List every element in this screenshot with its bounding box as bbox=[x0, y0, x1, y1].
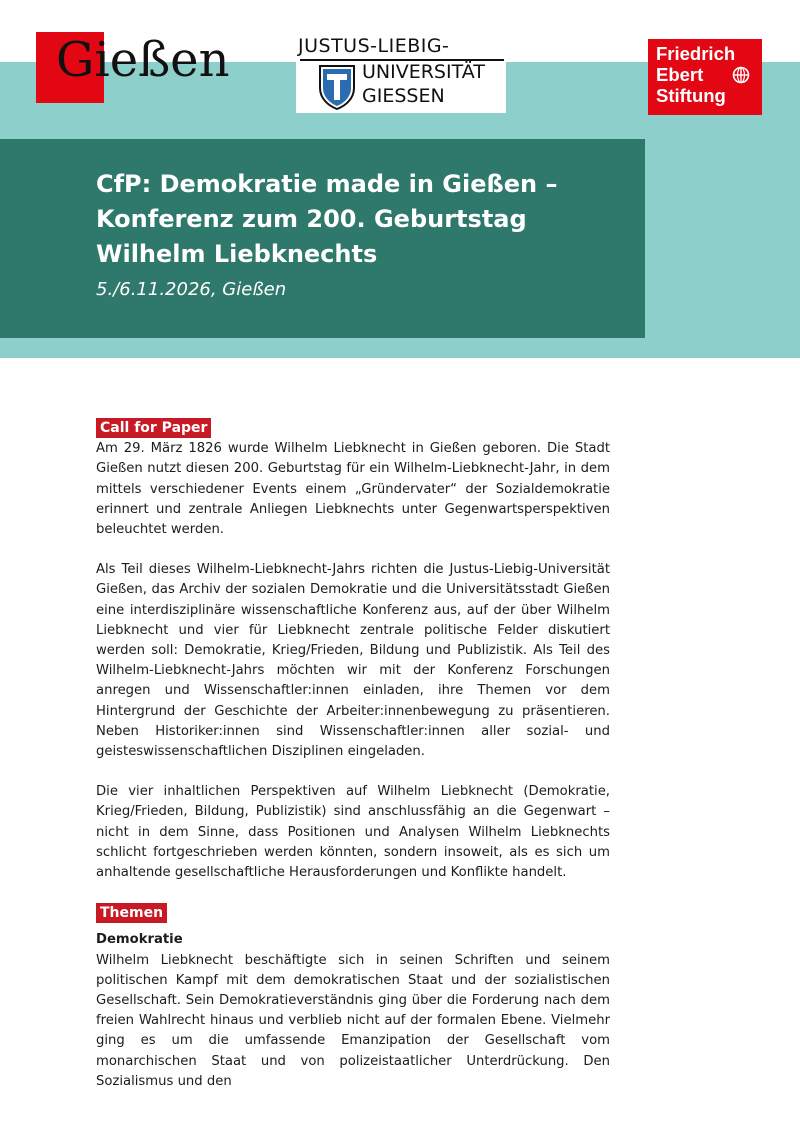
shield-icon bbox=[318, 64, 356, 110]
foundation-logo-line1: Friedrich bbox=[656, 43, 736, 64]
event-date-location: 5./6.11.2026, Gießen bbox=[96, 279, 287, 300]
cfp-label: Call for Paper bbox=[96, 418, 211, 438]
city-logo bbox=[36, 32, 246, 104]
foundation-logo-line3: Stiftung bbox=[656, 85, 726, 106]
university-logo-line2: UNIVERSITÄT bbox=[362, 61, 485, 83]
university-logo bbox=[296, 34, 506, 113]
title-box bbox=[0, 139, 645, 338]
paragraph-perspectives: Die vier inhaltlichen Perspektiven auf Wilhelm Liebknecht (Demokratie, Krieg/Frieden, Bildung, Publizistik) sind anschlussfähig an die Gegenwart – nicht in dem Sinne, dass Positionen und Analysen Wilhelm Liebknechts schlicht fortgeschrieben werden könnten, sondern insoweit, als es sich um anhaltende gesellschaftliche Herausforderungen und Konflikte handelt. bbox=[96, 784, 610, 881]
themes-label: Themen bbox=[96, 903, 167, 923]
theme-heading-demokratie: Demokratie bbox=[96, 932, 183, 948]
city-logo-text: Gießen bbox=[56, 32, 230, 88]
globe-icon bbox=[732, 66, 750, 84]
university-logo-line3: GIESSEN bbox=[362, 85, 445, 107]
paragraph-intro: Am 29. März 1826 wurde Wilhelm Liebknecht in Gießen geboren. Die Stadt Gießen nutzt diesen 200. Geburtstag für ein Wilhelm-Liebknecht-Jahr, in dem mittels verschiedener Events einem „Gründervater“ der Sozialdemokratie erinnert und zentrale Anliegen Liebknechts unter Gegenwartsperspektiven beleuchtet werden. bbox=[96, 441, 610, 538]
theme-text-demokratie: Wilhelm Liebknecht beschäftigte sich in seinen Schriften und seinem politischen Kampf mit dem demokratischen Staat und der sozialistischen Gesellschaft. Sein Demokratieverständnis ging über die Forderung nach dem freien Wahlrecht hinaus und verblieb nicht auf der formalen Ebene. Vielmehr ging es um die umfassende Emanzipation der Gesellschaft vom monarchischen Staat und von polizeistaatlicher Unterdrückung. Den Sozialismus und den bbox=[96, 952, 610, 1089]
paragraph-conference: Als Teil dieses Wilhelm-Liebknecht-Jahrs richten die Justus-Liebig-Universität Gießen, das Archiv der sozialen Demokratie und die Universitätsstadt Gießen eine interdisziplinäre wissenschaftliche Konferenz aus, auf der über Wilhelm Liebknecht und vier für Liebknecht zentrale politische Felder diskutiert werden soll: Demokratie, Krieg/Frieden, Bildung und Publizistik. Als Teil des Wilhelm-Liebknecht-Jahrs möchten wir mit der Konferenz Forschungen anregen und Wissenschaftler:innen einladen, ihre Themen vor dem Hintergrund der Geschichte der Arbeiter:innenbewegung zu präsentieren. Neben Historiker:innen sind Wissenschaftler:innen aller sozial- und geisteswissenschaftlichen Disziplinen eingeladen. bbox=[96, 562, 610, 760]
page-title: CfP: Demokratie made in Gießen – Konferenz zum 200. Geburtstag Wilhelm Liebknechts bbox=[96, 170, 558, 268]
university-logo-line1: JUSTUS-LIEBIG- bbox=[298, 35, 450, 57]
foundation-logo-line2: Ebert bbox=[656, 64, 704, 85]
document-body bbox=[96, 418, 610, 1092]
foundation-logo bbox=[648, 39, 762, 115]
